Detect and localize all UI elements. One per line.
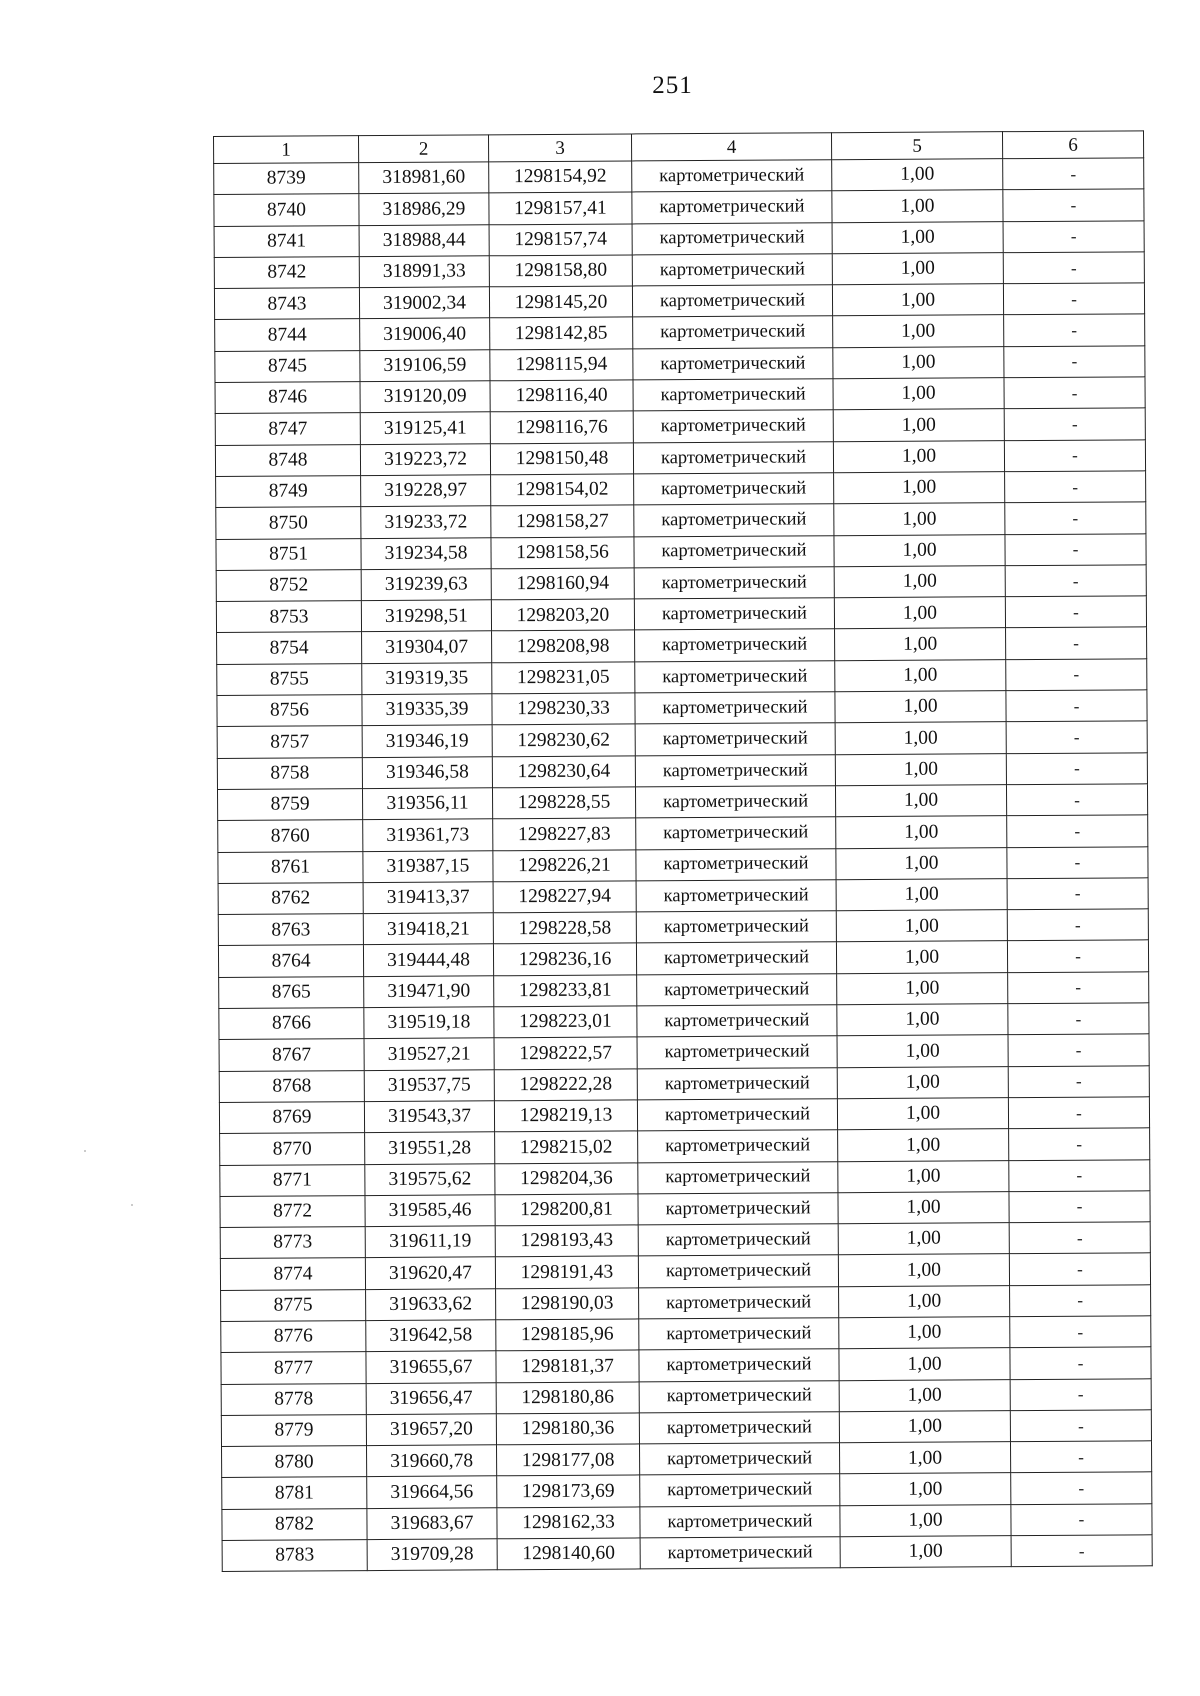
x-coordinate-cell: 319656,47 xyxy=(366,1382,496,1414)
point-number-cell: 8745 xyxy=(215,350,360,382)
point-number-cell: 8763 xyxy=(218,914,363,946)
point-number-cell: 8774 xyxy=(220,1258,365,1290)
point-number-cell: 8770 xyxy=(220,1133,365,1165)
method-cell: картометрический xyxy=(640,1537,840,1570)
x-coordinate-cell: 318988,44 xyxy=(359,224,489,256)
point-number-cell: 8783 xyxy=(222,1540,367,1572)
x-coordinate-cell: 319660,78 xyxy=(367,1445,497,1477)
x-coordinate-cell: 319304,07 xyxy=(362,631,492,663)
column-header: 4 xyxy=(631,133,831,161)
y-coordinate-cell: 1298145,20 xyxy=(489,286,632,318)
y-coordinate-cell: 1298162,33 xyxy=(497,1507,640,1539)
accuracy-cell: 1,00 xyxy=(838,1129,1009,1161)
point-number-cell: 8775 xyxy=(221,1289,366,1321)
accuracy-cell: 1,00 xyxy=(834,534,1005,566)
method-cell: картометрический xyxy=(635,786,835,819)
accuracy-cell: 1,00 xyxy=(838,1191,1009,1223)
accuracy-cell: 1,00 xyxy=(833,440,1004,472)
y-coordinate-cell: 1298150,48 xyxy=(490,443,633,475)
accuracy-cell: 1,00 xyxy=(840,1536,1011,1568)
accuracy-cell: 1,00 xyxy=(839,1442,1010,1474)
y-coordinate-cell: 1298158,80 xyxy=(489,255,632,287)
point-number-cell: 8776 xyxy=(221,1321,366,1353)
accuracy-cell: 1,00 xyxy=(836,816,1007,848)
point-number-cell: 8767 xyxy=(219,1039,364,1071)
description-cell: - xyxy=(1006,627,1147,659)
point-number-cell: 8755 xyxy=(217,663,362,695)
accuracy-cell: 1,00 xyxy=(838,1254,1009,1286)
y-coordinate-cell: 1298230,64 xyxy=(492,756,635,788)
description-cell: - xyxy=(1009,1159,1150,1191)
method-cell: картометрический xyxy=(632,285,832,318)
point-number-cell: 8779 xyxy=(221,1414,366,1446)
point-number-cell: 8781 xyxy=(222,1477,367,1509)
accuracy-cell: 1,00 xyxy=(836,878,1007,910)
description-cell: - xyxy=(1004,408,1145,440)
method-cell: картометрический xyxy=(632,254,832,287)
point-number-cell: 8778 xyxy=(221,1383,366,1415)
accuracy-cell: 1,00 xyxy=(834,566,1005,598)
y-coordinate-cell: 1298223,01 xyxy=(494,1006,637,1038)
y-coordinate-cell: 1298157,74 xyxy=(489,224,632,256)
point-number-cell: 8750 xyxy=(216,507,361,539)
method-cell: картометрический xyxy=(634,504,834,537)
method-cell: картометрический xyxy=(636,817,836,850)
x-coordinate-cell: 319335,39 xyxy=(362,694,492,726)
y-coordinate-cell: 1298230,62 xyxy=(492,724,635,756)
description-cell: - xyxy=(1008,972,1149,1004)
y-coordinate-cell: 1298185,96 xyxy=(496,1319,639,1351)
description-cell: - xyxy=(1003,252,1144,284)
accuracy-cell: 1,00 xyxy=(835,628,1006,660)
accuracy-cell: 1,00 xyxy=(832,159,1003,191)
x-coordinate-cell: 319655,67 xyxy=(366,1351,496,1383)
scan-speck xyxy=(84,1150,86,1152)
method-cell: картометрический xyxy=(637,1067,837,1100)
description-cell: - xyxy=(1011,1472,1152,1504)
point-number-cell: 8756 xyxy=(217,695,362,727)
accuracy-cell: 1,00 xyxy=(836,847,1007,879)
column-header: 3 xyxy=(488,134,631,162)
method-cell: картометрический xyxy=(632,160,832,193)
method-cell: картометрический xyxy=(638,1161,838,1194)
description-cell: - xyxy=(1007,940,1148,972)
y-coordinate-cell: 1298140,60 xyxy=(497,1538,640,1570)
method-cell: картометрический xyxy=(635,754,835,787)
point-number-cell: 8748 xyxy=(215,444,360,476)
description-cell: - xyxy=(1008,1034,1149,1066)
description-cell: - xyxy=(1005,502,1146,534)
point-number-cell: 8753 xyxy=(216,601,361,633)
accuracy-cell: 1,00 xyxy=(836,941,1007,973)
point-number-cell: 8765 xyxy=(219,976,364,1008)
x-coordinate-cell: 319611,19 xyxy=(365,1226,495,1258)
x-coordinate-cell: 319120,09 xyxy=(360,381,490,413)
point-number-cell: 8754 xyxy=(217,632,362,664)
description-cell: - xyxy=(1009,1128,1150,1160)
description-cell: - xyxy=(1009,1222,1150,1254)
method-cell: картометрический xyxy=(635,660,835,693)
method-cell: картометрический xyxy=(633,410,833,443)
point-number-cell: 8751 xyxy=(216,538,361,570)
accuracy-cell: 1,00 xyxy=(837,1035,1008,1067)
accuracy-cell: 1,00 xyxy=(834,503,1005,535)
method-cell: картометрический xyxy=(632,191,832,224)
description-cell: - xyxy=(1004,346,1145,378)
method-cell: картометрический xyxy=(639,1443,839,1476)
y-coordinate-cell: 1298157,41 xyxy=(489,192,632,224)
y-coordinate-cell: 1298204,36 xyxy=(495,1162,638,1194)
method-cell: картометрический xyxy=(636,880,836,913)
x-coordinate-cell: 319664,56 xyxy=(367,1476,497,1508)
description-cell: - xyxy=(1010,1410,1151,1442)
x-coordinate-cell: 319642,58 xyxy=(366,1320,496,1352)
method-cell: картометрический xyxy=(639,1349,839,1382)
point-number-cell: 8761 xyxy=(218,851,363,883)
column-header: 6 xyxy=(1002,131,1143,159)
x-coordinate-cell: 319234,58 xyxy=(361,537,491,569)
y-coordinate-cell: 1298228,55 xyxy=(492,787,635,819)
description-cell: - xyxy=(1005,533,1146,565)
description-cell: - xyxy=(1004,377,1145,409)
accuracy-cell: 1,00 xyxy=(838,1223,1009,1255)
accuracy-cell: 1,00 xyxy=(835,659,1006,691)
description-cell: - xyxy=(1008,1097,1149,1129)
description-cell: - xyxy=(1006,784,1147,816)
y-coordinate-cell: 1298231,05 xyxy=(492,662,635,694)
x-coordinate-cell: 318986,29 xyxy=(359,193,489,225)
description-cell: - xyxy=(1003,220,1144,252)
method-cell: картометрический xyxy=(635,629,835,662)
method-cell: картометрический xyxy=(638,1192,838,1225)
accuracy-cell: 1,00 xyxy=(837,972,1008,1004)
point-number-cell: 8764 xyxy=(218,945,363,977)
x-coordinate-cell: 319106,59 xyxy=(360,350,490,382)
y-coordinate-cell: 1298173,69 xyxy=(497,1475,640,1507)
point-number-cell: 8771 xyxy=(220,1164,365,1196)
y-coordinate-cell: 1298154,02 xyxy=(491,474,634,506)
description-cell: - xyxy=(1011,1504,1152,1536)
description-cell: - xyxy=(1010,1284,1151,1316)
description-cell: - xyxy=(1003,283,1144,315)
x-coordinate-cell: 318981,60 xyxy=(359,162,489,194)
point-number-cell: 8773 xyxy=(220,1227,365,1259)
accuracy-cell: 1,00 xyxy=(840,1473,1011,1505)
method-cell: картометрический xyxy=(638,1224,838,1257)
description-cell: - xyxy=(1007,846,1148,878)
x-coordinate-cell: 319633,62 xyxy=(366,1288,496,1320)
x-coordinate-cell: 319346,58 xyxy=(362,756,492,788)
accuracy-cell: 1,00 xyxy=(839,1411,1010,1443)
accuracy-cell: 1,00 xyxy=(832,221,1003,253)
description-cell: - xyxy=(1005,471,1146,503)
point-number-cell: 8757 xyxy=(217,726,362,758)
x-coordinate-cell: 319527,21 xyxy=(364,1038,494,1070)
accuracy-cell: 1,00 xyxy=(833,346,1004,378)
method-cell: картометрический xyxy=(636,942,836,975)
x-coordinate-cell: 319537,75 xyxy=(364,1069,494,1101)
description-cell: - xyxy=(1005,596,1146,628)
y-coordinate-cell: 1298177,08 xyxy=(497,1444,640,1476)
point-number-cell: 8740 xyxy=(214,194,359,226)
accuracy-cell: 1,00 xyxy=(837,1004,1008,1036)
x-coordinate-cell: 319519,18 xyxy=(364,1007,494,1039)
x-coordinate-cell: 319125,41 xyxy=(360,412,490,444)
description-cell: - xyxy=(1010,1347,1151,1379)
point-number-cell: 8766 xyxy=(219,1008,364,1040)
x-coordinate-cell: 319444,48 xyxy=(363,944,493,976)
y-coordinate-cell: 1298200,81 xyxy=(495,1194,638,1226)
y-coordinate-cell: 1298160,94 xyxy=(491,568,634,600)
method-cell: картометрический xyxy=(638,1255,838,1288)
y-coordinate-cell: 1298227,83 xyxy=(493,818,636,850)
point-number-cell: 8752 xyxy=(216,569,361,601)
accuracy-cell: 1,00 xyxy=(835,785,1006,817)
column-header: 1 xyxy=(214,136,359,164)
method-cell: картометрический xyxy=(640,1474,840,1507)
x-coordinate-cell: 319620,47 xyxy=(365,1257,495,1289)
column-header: 5 xyxy=(831,132,1002,160)
y-coordinate-cell: 1298142,85 xyxy=(490,317,633,349)
method-cell: картометрический xyxy=(632,222,832,255)
table-row xyxy=(222,1535,1152,1572)
accuracy-cell: 1,00 xyxy=(839,1285,1010,1317)
description-cell: - xyxy=(1004,314,1145,346)
method-cell: картометрический xyxy=(639,1412,839,1445)
coordinates-table xyxy=(213,130,1153,1572)
y-coordinate-cell: 1298180,86 xyxy=(496,1381,639,1413)
y-coordinate-cell: 1298180,36 xyxy=(496,1413,639,1445)
y-coordinate-cell: 1298227,94 xyxy=(493,881,636,913)
description-cell: - xyxy=(1009,1253,1150,1285)
method-cell: картометрический xyxy=(637,1005,837,1038)
page-number: 251 xyxy=(652,72,693,99)
x-coordinate-cell: 319346,19 xyxy=(362,725,492,757)
x-coordinate-cell: 319356,11 xyxy=(362,788,492,820)
x-coordinate-cell: 319683,67 xyxy=(367,1508,497,1540)
x-coordinate-cell: 319575,62 xyxy=(365,1163,495,1195)
y-coordinate-cell: 1298181,37 xyxy=(496,1350,639,1382)
method-cell: картометрический xyxy=(634,567,834,600)
description-cell: - xyxy=(1010,1441,1151,1473)
point-number-cell: 8747 xyxy=(215,413,360,445)
method-cell: картометрический xyxy=(639,1318,839,1351)
y-coordinate-cell: 1298222,57 xyxy=(494,1037,637,1069)
y-coordinate-cell: 1298190,03 xyxy=(496,1288,639,1320)
method-cell: картометрический xyxy=(633,441,833,474)
point-number-cell: 8744 xyxy=(215,319,360,351)
y-coordinate-cell: 1298226,21 xyxy=(493,849,636,881)
x-coordinate-cell: 319551,28 xyxy=(365,1132,495,1164)
description-cell: - xyxy=(1005,565,1146,597)
accuracy-cell: 1,00 xyxy=(833,409,1004,441)
point-number-cell: 8769 xyxy=(219,1101,364,1133)
description-cell: - xyxy=(1009,1191,1150,1223)
x-coordinate-cell: 319233,72 xyxy=(361,506,491,538)
table-body xyxy=(214,158,1153,1572)
y-coordinate-cell: 1298158,56 xyxy=(491,536,634,568)
description-cell: - xyxy=(1006,659,1147,691)
point-number-cell: 8768 xyxy=(219,1070,364,1102)
description-cell: - xyxy=(1004,439,1145,471)
method-cell: картометрический xyxy=(637,1036,837,1069)
point-number-cell: 8739 xyxy=(214,163,359,195)
accuracy-cell: 1,00 xyxy=(839,1348,1010,1380)
point-number-cell: 8772 xyxy=(220,1195,365,1227)
accuracy-cell: 1,00 xyxy=(833,378,1004,410)
method-cell: картометрический xyxy=(637,1099,837,1132)
x-coordinate-cell: 319709,28 xyxy=(367,1539,497,1571)
description-cell: - xyxy=(1006,721,1147,753)
method-cell: картометрический xyxy=(639,1286,839,1319)
method-cell: картометрический xyxy=(634,598,834,631)
accuracy-cell: 1,00 xyxy=(834,597,1005,629)
y-coordinate-cell: 1298215,02 xyxy=(495,1131,638,1163)
x-coordinate-cell: 319319,35 xyxy=(362,663,492,695)
x-coordinate-cell: 318991,33 xyxy=(359,256,489,288)
x-coordinate-cell: 319543,37 xyxy=(364,1101,494,1133)
method-cell: картометрический xyxy=(636,911,836,944)
y-coordinate-cell: 1298115,94 xyxy=(490,349,633,381)
point-number-cell: 8762 xyxy=(218,882,363,914)
x-coordinate-cell: 319585,46 xyxy=(365,1195,495,1227)
y-coordinate-cell: 1298233,81 xyxy=(494,975,637,1007)
y-coordinate-cell: 1298228,58 xyxy=(493,912,636,944)
x-coordinate-cell: 319657,20 xyxy=(366,1414,496,1446)
x-coordinate-cell: 319413,37 xyxy=(363,882,493,914)
method-cell: картометрический xyxy=(637,973,837,1006)
y-coordinate-cell: 1298193,43 xyxy=(495,1225,638,1257)
y-coordinate-cell: 1298230,33 xyxy=(492,693,635,725)
method-cell: картометрический xyxy=(634,535,834,568)
y-coordinate-cell: 1298203,20 xyxy=(491,599,634,631)
description-cell: - xyxy=(1007,878,1148,910)
accuracy-cell: 1,00 xyxy=(839,1379,1010,1411)
accuracy-cell: 1,00 xyxy=(833,315,1004,347)
y-coordinate-cell: 1298116,76 xyxy=(490,411,633,443)
accuracy-cell: 1,00 xyxy=(835,691,1006,723)
point-number-cell: 8758 xyxy=(217,757,362,789)
y-coordinate-cell: 1298236,16 xyxy=(493,943,636,975)
point-number-cell: 8746 xyxy=(215,382,360,414)
description-cell: - xyxy=(1008,1003,1149,1035)
accuracy-cell: 1,00 xyxy=(836,910,1007,942)
description-cell: - xyxy=(1003,158,1144,190)
description-cell: - xyxy=(1008,1065,1149,1097)
method-cell: картометрический xyxy=(633,316,833,349)
x-coordinate-cell: 319361,73 xyxy=(363,819,493,851)
accuracy-cell: 1,00 xyxy=(832,190,1003,222)
x-coordinate-cell: 319002,34 xyxy=(359,287,489,319)
point-number-cell: 8742 xyxy=(214,256,359,288)
accuracy-cell: 1,00 xyxy=(832,284,1003,316)
method-cell: картометрический xyxy=(639,1380,839,1413)
x-coordinate-cell: 319418,21 xyxy=(363,913,493,945)
description-cell: - xyxy=(1010,1316,1151,1348)
x-coordinate-cell: 319239,63 xyxy=(361,569,491,601)
point-number-cell: 8780 xyxy=(222,1446,367,1478)
method-cell: картометрический xyxy=(634,473,834,506)
accuracy-cell: 1,00 xyxy=(839,1317,1010,1349)
scan-speck xyxy=(131,1204,133,1206)
point-number-cell: 8760 xyxy=(218,820,363,852)
x-coordinate-cell: 319228,97 xyxy=(361,475,491,507)
column-header: 2 xyxy=(359,135,489,163)
method-cell: картометрический xyxy=(640,1505,840,1538)
point-number-cell: 8741 xyxy=(214,225,359,257)
description-cell: - xyxy=(1006,690,1147,722)
description-cell: - xyxy=(1003,189,1144,221)
description-cell: - xyxy=(1010,1378,1151,1410)
accuracy-cell: 1,00 xyxy=(835,753,1006,785)
description-cell: - xyxy=(1006,752,1147,784)
accuracy-cell: 1,00 xyxy=(835,722,1006,754)
accuracy-cell: 1,00 xyxy=(832,253,1003,285)
y-coordinate-cell: 1298222,28 xyxy=(494,1069,637,1101)
method-cell: картометрический xyxy=(635,692,835,725)
point-number-cell: 8743 xyxy=(214,288,359,320)
point-number-cell: 8749 xyxy=(216,476,361,508)
accuracy-cell: 1,00 xyxy=(837,1098,1008,1130)
y-coordinate-cell: 1298154,92 xyxy=(489,161,632,193)
point-number-cell: 8782 xyxy=(222,1508,367,1540)
y-coordinate-cell: 1298208,98 xyxy=(492,630,635,662)
x-coordinate-cell: 319223,72 xyxy=(360,443,490,475)
y-coordinate-cell: 1298158,27 xyxy=(491,505,634,537)
accuracy-cell: 1,00 xyxy=(838,1160,1009,1192)
x-coordinate-cell: 319387,15 xyxy=(363,850,493,882)
point-number-cell: 8759 xyxy=(217,789,362,821)
x-coordinate-cell: 319471,90 xyxy=(364,976,494,1008)
accuracy-cell: 1,00 xyxy=(837,1066,1008,1098)
description-cell: - xyxy=(1007,909,1148,941)
document-sheet xyxy=(213,130,1152,1572)
method-cell: картометрический xyxy=(638,1130,838,1163)
method-cell: картометрический xyxy=(633,347,833,380)
point-number-cell: 8777 xyxy=(221,1352,366,1384)
description-cell: - xyxy=(1011,1535,1152,1567)
accuracy-cell: 1,00 xyxy=(840,1504,1011,1536)
x-coordinate-cell: 319006,40 xyxy=(360,318,490,350)
description-cell: - xyxy=(1007,815,1148,847)
x-coordinate-cell: 319298,51 xyxy=(361,600,491,632)
method-cell: картометрический xyxy=(635,723,835,756)
y-coordinate-cell: 1298219,13 xyxy=(494,1100,637,1132)
y-coordinate-cell: 1298116,40 xyxy=(490,380,633,412)
accuracy-cell: 1,00 xyxy=(834,472,1005,504)
method-cell: картометрический xyxy=(636,848,836,881)
y-coordinate-cell: 1298191,43 xyxy=(495,1256,638,1288)
method-cell: картометрический xyxy=(633,379,833,412)
